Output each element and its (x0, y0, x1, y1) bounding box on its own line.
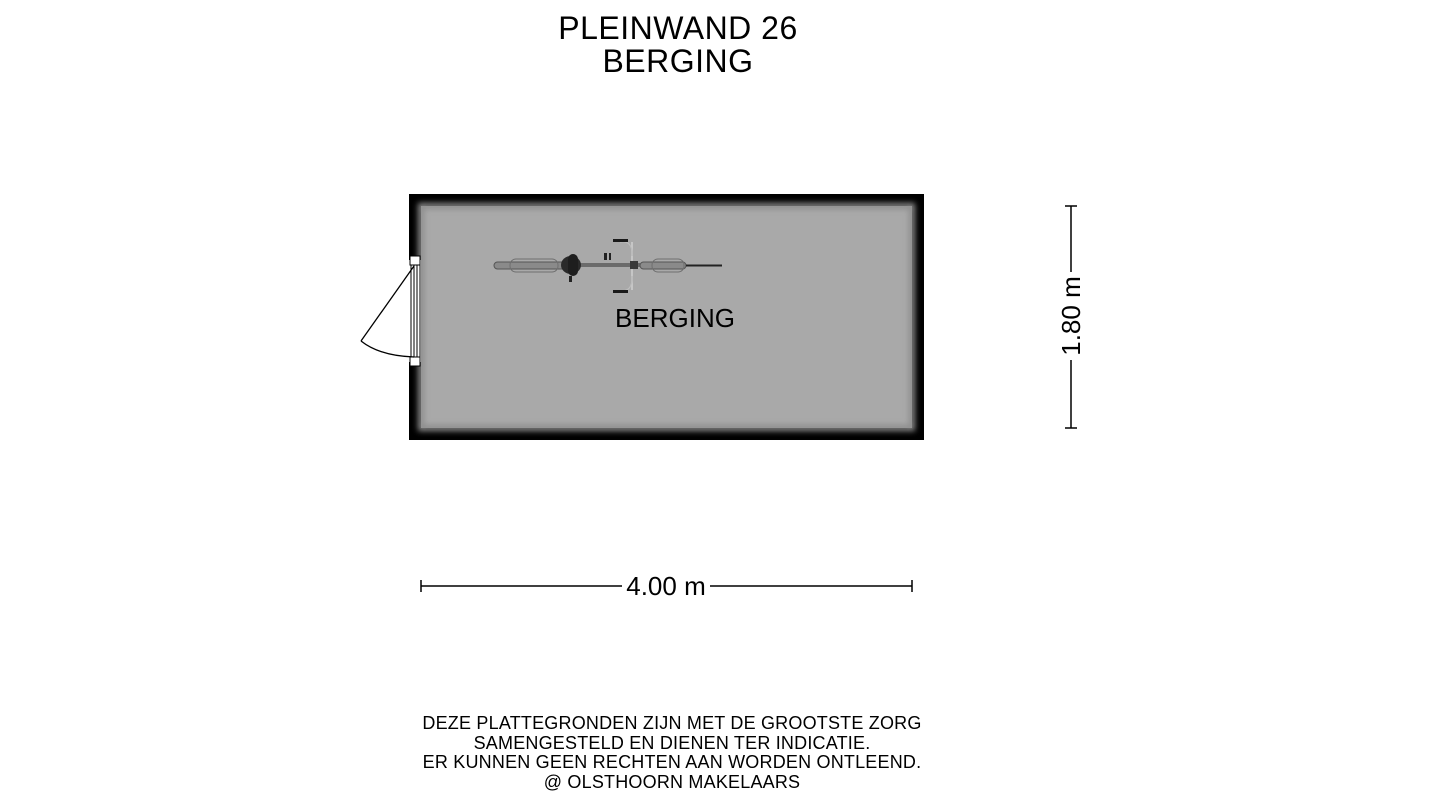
disclaimer-line: @ OLSTHOORN MAKELAARS (543, 771, 801, 792)
address-title: PLEINWAND 26 (558, 10, 798, 46)
subtitle: BERGING (602, 43, 754, 79)
disclaimer (372, 714, 972, 792)
disclaimer-line: ER KUNNEN GEEN RECHTEN AAN WORDEN ONTLEEND. (422, 752, 922, 772)
room-label-berging: BERGING (615, 303, 735, 333)
depth-dimension (1056, 206, 1086, 428)
disclaimer-line: DEZE PLATTEGRONDEN ZIJN MET DE GROOTSTE ZORG (422, 713, 922, 733)
width-dimension (421, 571, 912, 601)
disclaimer-line: SAMENGESTELD EN DIENEN TER INDICATIE. (473, 732, 871, 753)
depth-dimension-label: 1.80 m (1056, 276, 1086, 356)
door-swing-icon (361, 256, 421, 366)
width-dimension-label: 4.00 m (626, 571, 706, 601)
